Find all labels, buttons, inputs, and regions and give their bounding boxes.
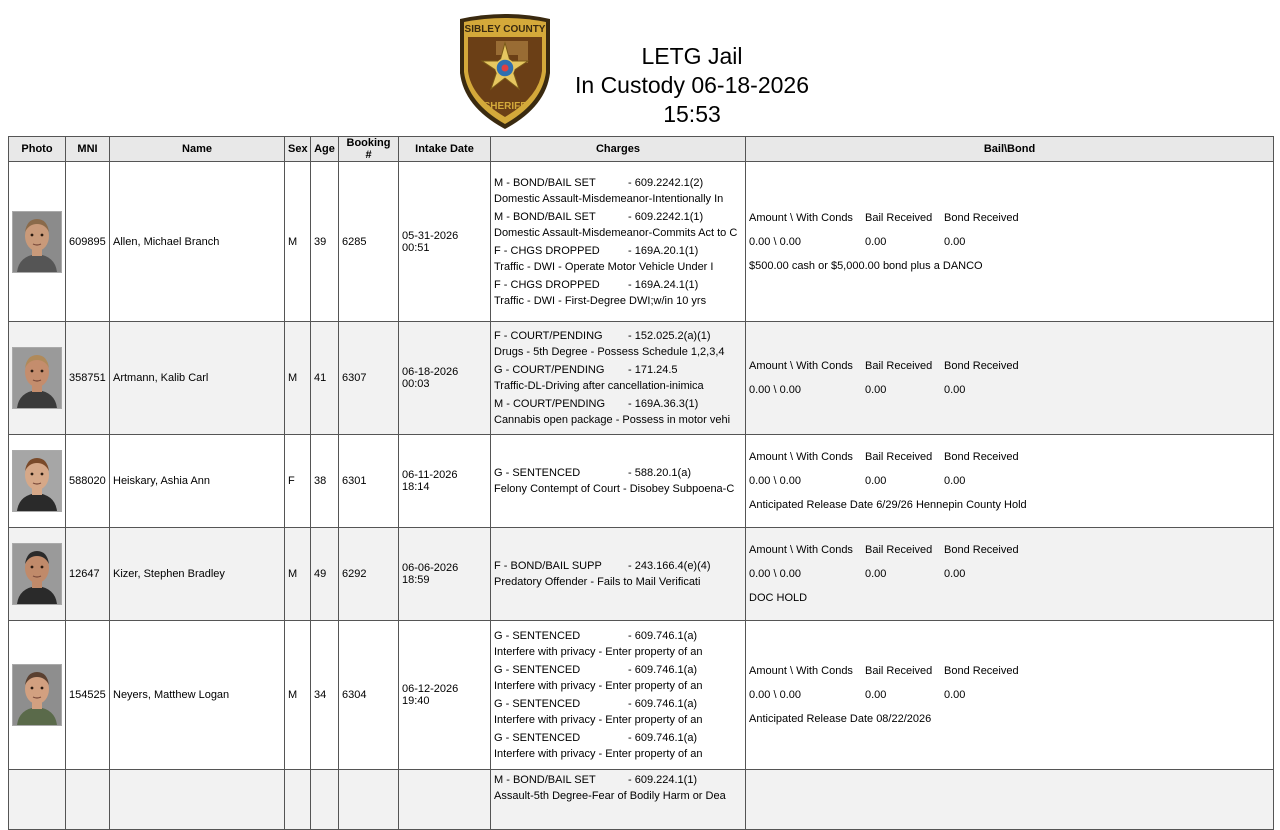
bond-received-value: 0.00 [944,568,966,580]
sex-cell: M [285,162,311,322]
charge-description: Assault-5th Degree-Fear of Bodily Harm or Dea [494,790,726,802]
bond-received-label: Bond Received [944,360,1019,372]
col-header-charges: Charges [491,137,746,162]
charge-item [494,662,742,694]
intake-time: 00:03 [402,378,430,390]
bail-header-row [749,659,1270,683]
charge-description: Traffic - DWI - First-Degree DWI;w/in 10 yrs [494,294,707,307]
charge-description: Domestic Assault-Misdemeanor-Commits Act to C [494,226,738,239]
bond-received-label: Bond Received [944,544,1019,556]
mni-cell: 12647 [66,528,110,621]
age-cell: 49 [311,528,339,621]
charge-status-line [494,328,742,344]
bail-amount-value: 0.00 \ 0.00 [749,568,801,580]
charge-code: G - SENTENCED [494,698,581,710]
bail-received-label: Bail Received [865,360,933,372]
bail-received-value: 0.00 [865,475,887,487]
bail-received-label: Bail Received [865,451,933,463]
charge-code: F - CHGS DROPPED [494,278,600,291]
charge-code: G - SENTENCED [494,732,581,744]
bail-received-label: Bail Received [865,211,933,224]
bail-amount-label: Amount \ With Conds [749,360,853,372]
booking-cell: 6292 [339,528,399,621]
charge-code: F - BOND/BAIL SUPP [494,560,602,572]
bail-values-row [749,230,1270,254]
intake-cell [399,162,491,322]
bail-amount-label: Amount \ With Conds [749,451,853,463]
charge-code: M - COURT/PENDING [494,398,606,410]
bond-received-value: 0.00 [944,475,966,487]
mugshot-photo[interactable] [12,450,62,512]
charge-code: M - BOND/BAIL SET [494,210,596,223]
charge-description: Cannabis open package - Possess in motor vehi [494,414,731,426]
charge-status-line [494,362,742,378]
age-cell: 39 [311,162,339,322]
bail-values-row [749,469,1270,493]
badge-bottom-text: SHERIFF [483,101,527,112]
charge-description: Predatory Offender - Fails to Mail Verificati [494,576,701,588]
intake-date: 06-06-2026 [402,562,459,574]
bail-amount-value: 0.00 \ 0.00 [749,475,801,487]
mni-cell: 588020 [66,435,110,528]
charge-code: M - BOND/BAIL SET [494,774,596,786]
bail-note: Anticipated Release Date 08/22/2026 [749,713,932,725]
sheriff-badge-logo [456,11,554,131]
charge-status-line [494,277,742,293]
charge-statute: - 243.166.4(e)(4) [628,560,711,572]
booking-cell: 6285 [339,162,399,322]
mni-cell: 358751 [66,322,110,435]
charge-status-line [494,558,742,574]
booking-cell: 6307 [339,322,399,435]
charge-statute: - 171.24.5 [628,364,678,376]
charge-description: Interfere with privacy - Enter property of an [494,714,703,726]
charge-item [494,328,742,360]
charge-code: G - SENTENCED [494,664,581,676]
bail-note: DOC HOLD [749,592,808,604]
charge-statute: - 609.2242.1(1) [628,210,704,223]
sex-cell: M [285,322,311,435]
photo-cell [9,162,66,322]
custody-subtitle: In Custody 06-18-2026 15:53 [575,72,809,127]
bond-received-label: Bond Received [944,665,1019,677]
charge-description: Interfere with privacy - Enter property of an [494,748,703,760]
charge-code: F - COURT/PENDING [494,330,603,342]
charge-item [494,243,742,275]
mugshot-photo[interactable] [12,211,62,273]
age-cell: 41 [311,322,339,435]
charge-description: Interfere with privacy - Enter property of an [494,646,703,658]
bail-note: Anticipated Release Date 6/29/26 Hennepin County Hold [749,499,1027,511]
intake-cell [399,322,491,435]
bail-cell [746,162,1274,322]
charges-cell [491,322,746,435]
charge-code: G - SENTENCED [494,467,581,479]
photo-cell [9,322,66,435]
charge-status-line [494,628,742,644]
charge-status-line [494,696,742,712]
charge-item [494,628,742,660]
charge-item [494,730,742,762]
table-header-row [9,137,1274,162]
mugshot-photo[interactable] [12,347,62,409]
col-header-age: Age [311,137,339,162]
sex-cell: M [285,621,311,770]
title-block [556,42,828,129]
charge-item [494,772,742,804]
age-cell: 34 [311,621,339,770]
charge-statute: - 169A.36.3(1) [628,398,699,410]
charges-cell [491,621,746,770]
charge-statute: - 609.2242.1(2) [628,176,704,189]
charge-statute: - 609.746.1(a) [628,664,698,676]
charge-statute: - 152.025.2(a)(1) [628,330,711,342]
bail-values-row [749,683,1270,707]
booking-cell: 6304 [339,621,399,770]
bail-amount-value: 0.00 \ 0.00 [749,384,801,396]
charge-code: M - BOND/BAIL SET [494,176,596,189]
name-cell: Artmann, Kalib Carl [110,322,285,435]
name-cell: Kizer, Stephen Bradley [110,528,285,621]
bail-received-value: 0.00 [865,568,887,580]
bail-cell [746,322,1274,435]
charge-status-line [494,662,742,678]
table-row [9,322,1274,435]
bail-amount-value: 0.00 \ 0.00 [749,689,801,701]
charge-status-line [494,209,742,225]
table-body [9,162,1274,830]
charge-item [494,277,742,309]
photo-cell [9,528,66,621]
charge-code: G - SENTENCED [494,630,581,642]
col-header-bail: Bail\Bond [746,137,1274,162]
bail-cell [746,528,1274,621]
charge-statute: - 609.746.1(a) [628,732,698,744]
photo-cell [9,435,66,528]
page-title: LETG Jail [641,43,743,69]
bail-values-row [749,562,1270,586]
intake-cell [399,528,491,621]
photo-cell [9,621,66,770]
bond-received-value: 0.00 [944,235,966,248]
mni-cell: 154525 [66,621,110,770]
bail-received-value: 0.00 [865,689,887,701]
intake-time: 00:51 [402,241,430,254]
intake-time: 18:14 [402,481,430,493]
bail-cell [746,435,1274,528]
table-row [9,435,1274,528]
bail-note: $500.00 cash or $5,000.00 bond plus a DANCO [749,259,983,272]
col-header-intake: Intake Date [399,137,491,162]
charge-item [494,465,742,497]
bail-amount-value: 0.00 \ 0.00 [749,235,801,248]
bail-header-row [749,354,1270,378]
charge-item [494,362,742,394]
bond-received-label: Bond Received [944,451,1019,463]
sex-cell: F [285,435,311,528]
charge-description: Domestic Assault-Misdemeanor-Intentionally In [494,192,724,205]
bail-received-value: 0.00 [865,235,887,248]
col-header-mni: MNI [66,137,110,162]
charge-statute: - 609.746.1(a) [628,630,698,642]
charges-cell [491,528,746,621]
intake-date: 05-31-2026 [402,229,459,242]
charge-description: Drugs - 5th Degree - Possess Schedule 1,2,3,4 [494,346,725,358]
bail-values-row [749,378,1270,402]
charge-description: Interfere with privacy - Enter property of an [494,680,703,692]
age-cell: 38 [311,435,339,528]
col-header-name: Name [110,137,285,162]
charge-statute: - 169A.24.1(1) [628,278,699,291]
charge-status-line [494,396,742,412]
mugshot-photo[interactable] [12,543,62,605]
table-row [9,162,1274,322]
mni-cell: 609895 [66,162,110,322]
charge-status-line [494,730,742,746]
intake-time: 19:40 [402,695,430,707]
charge-code: G - COURT/PENDING [494,364,605,376]
charge-description: Felony Contempt of Court - Disobey Subpoena-C [494,483,735,495]
intake-date: 06-18-2026 [402,366,459,378]
booking-cell: 6301 [339,435,399,528]
bail-amount-label: Amount \ With Conds [749,211,853,224]
charge-status-line [494,243,742,259]
mugshot-photo[interactable] [12,664,62,726]
bail-header-row [749,206,1270,230]
bond-received-value: 0.00 [944,384,966,396]
bail-received-label: Bail Received [865,665,933,677]
name-cell: Heiskary, Ashia Ann [110,435,285,528]
charge-statute: - 609.746.1(a) [628,698,698,710]
intake-date: 06-12-2026 [402,683,459,695]
bail-received-value: 0.00 [865,384,887,396]
charge-status-line [494,465,742,481]
intake-cell [399,435,491,528]
charge-code: F - CHGS DROPPED [494,244,600,257]
charge-statute: - 609.224.1(1) [628,774,698,786]
bond-received-value: 0.00 [944,689,966,701]
bail-amount-label: Amount \ With Conds [749,544,853,556]
name-cell: Allen, Michael Branch [110,162,285,322]
charge-status-line [494,175,742,191]
intake-date: 06-11-2026 [402,469,458,481]
charge-item [494,696,742,728]
col-header-booking: Booking # [339,137,399,162]
charge-description: Traffic-DL-Driving after cancellation-inimica [494,380,704,392]
table-row [9,621,1274,770]
charge-item [494,558,742,590]
custody-table [8,136,1274,830]
bond-received-label: Bond Received [944,211,1019,224]
bail-received-label: Bail Received [865,544,933,556]
col-header-photo: Photo [9,137,66,162]
charge-item [494,209,742,241]
bail-amount-label: Amount \ With Conds [749,665,853,677]
bail-cell [746,621,1274,770]
charge-description: Traffic - DWI - Operate Motor Vehicle Under I [494,260,714,273]
charge-item [494,396,742,428]
intake-time: 18:59 [402,574,430,586]
charge-item [494,175,742,207]
name-cell: Neyers, Matthew Logan [110,621,285,770]
charges-cell [491,435,746,528]
charges-cell [491,162,746,322]
sex-cell: M [285,528,311,621]
table-row [9,528,1274,621]
charge-statute: - 588.20.1(a) [628,467,691,479]
charge-status-line [494,772,742,788]
bail-header-row [749,445,1270,469]
charge-statute: - 169A.20.1(1) [628,244,699,257]
col-header-sex: Sex [285,137,311,162]
bail-header-row [749,538,1270,562]
badge-top-text: SIBLEY COUNTY [464,24,546,35]
page-header [0,0,1280,134]
intake-cell [399,621,491,770]
